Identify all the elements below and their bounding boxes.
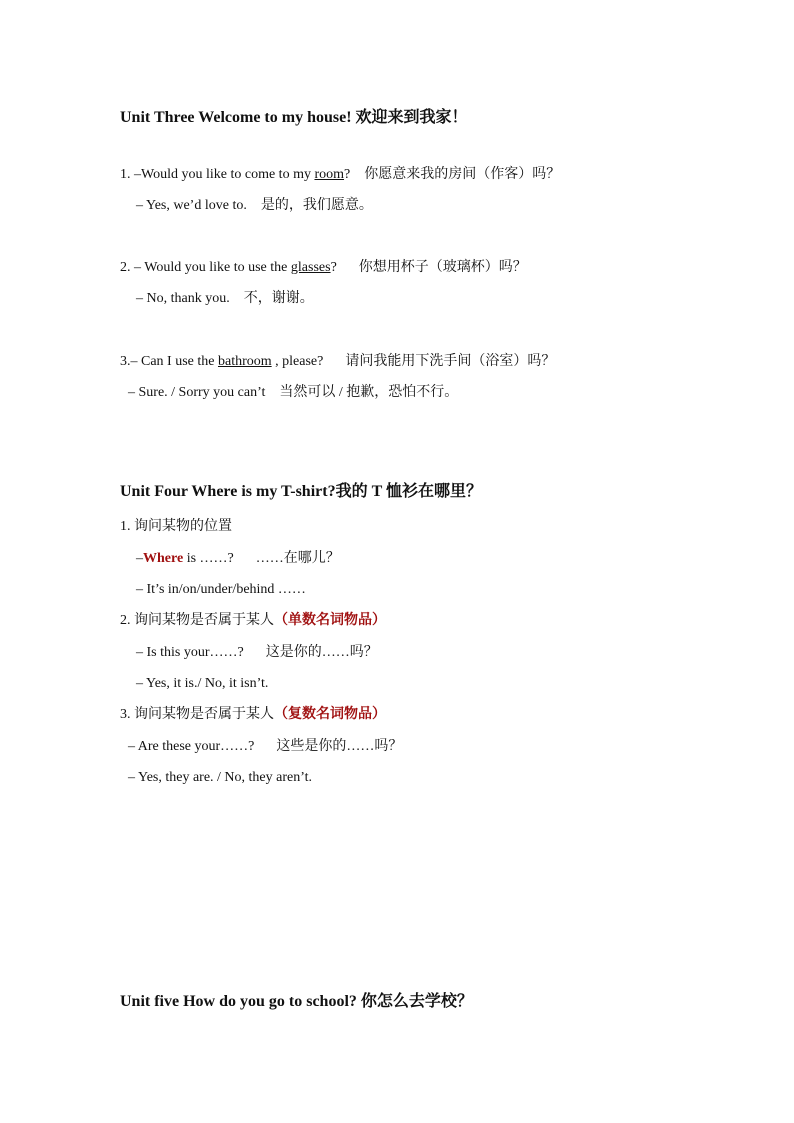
unit4-p2-title <box>120 612 386 630</box>
unit4-heading: Unit Four Where is my T-shirt?我的 T 恤衫在哪里？ <box>120 483 482 500</box>
unit4-p1-line1 <box>136 550 340 568</box>
unit5-heading: Unit five How do you go to school? 你怎么去学校？ <box>120 993 473 1010</box>
unit3-a2 <box>136 290 314 308</box>
q2-cn: 你想用杯子（玻璃杯）吗？ <box>358 260 527 275</box>
a1-text: – Yes, we’d love to. <box>136 198 247 213</box>
a1-cn: 是的，我们愿意。 <box>260 198 373 213</box>
p2-tag: （单数名词物品） <box>274 613 386 628</box>
q2-post: ? <box>330 260 337 275</box>
p3-tag: （复数名词物品） <box>274 707 386 722</box>
p1-cn: ……在哪儿？ <box>255 551 340 566</box>
p2-l1-text: – Is this your……? <box>136 645 244 660</box>
q1-word: room <box>314 167 345 182</box>
unit3-q1 <box>120 166 560 184</box>
q2-word: glasses <box>290 260 331 275</box>
a2-text: – No, thank you. <box>136 291 230 306</box>
q3-text: 3.– Can I use the <box>120 354 218 369</box>
p3-l1-cn: 这些是你的……吗？ <box>276 739 403 754</box>
p3-title-text: 3. 询问某物是否属于某人 <box>120 707 274 722</box>
p2-title-text: 2. 询问某物是否属于某人 <box>120 613 274 628</box>
p1-rest: is ……? <box>183 551 234 566</box>
unit3-q3 <box>120 353 555 371</box>
unit4-p3-line2: – Yes, they are. / No, they aren’t. <box>128 770 313 785</box>
unit3-a1 <box>136 197 373 215</box>
p3-l1-text: – Are these your……? <box>128 739 255 754</box>
unit4-p3-title <box>120 706 386 724</box>
q3-word: bathroom <box>217 354 272 369</box>
a2-cn: 不，谢谢。 <box>243 291 314 306</box>
unit3-q2 <box>120 259 527 277</box>
unit4-p1-line2: – It’s in/on/under/behind …… <box>136 582 306 597</box>
p2-l1-cn: 这是你的……吗？ <box>265 645 378 660</box>
unit3-a3 <box>128 384 458 402</box>
p1-dash: – <box>136 551 143 566</box>
unit4-p2-line1 <box>136 644 378 662</box>
a3-cn: 当然可以 / 抱歉，恐怕不行。 <box>279 385 459 400</box>
q3-post: , please? <box>271 354 324 369</box>
q3-cn: 请问我能用下洗手间（浴室）吗？ <box>345 354 556 369</box>
p1-keyword-where: Where <box>143 551 184 566</box>
q1-post: ? <box>344 167 351 182</box>
a3-text: – Sure. / Sorry you can’t <box>128 385 266 400</box>
unit4-p3-line1 <box>128 738 402 756</box>
q1-cn: 你愿意来我的房间（作客）吗？ <box>364 167 561 182</box>
q1-text: 1. –Would you like to come to my <box>120 167 315 182</box>
q2-text: 2. – Would you like to use the <box>120 260 291 275</box>
unit4-p2-line2: – Yes, it is./ No, it isn’t. <box>136 676 269 691</box>
unit3-heading: Unit Three Welcome to my house! 欢迎来到我家！ <box>120 109 468 126</box>
unit4-p1-title: 1. 询问某物的位置 <box>120 519 232 534</box>
